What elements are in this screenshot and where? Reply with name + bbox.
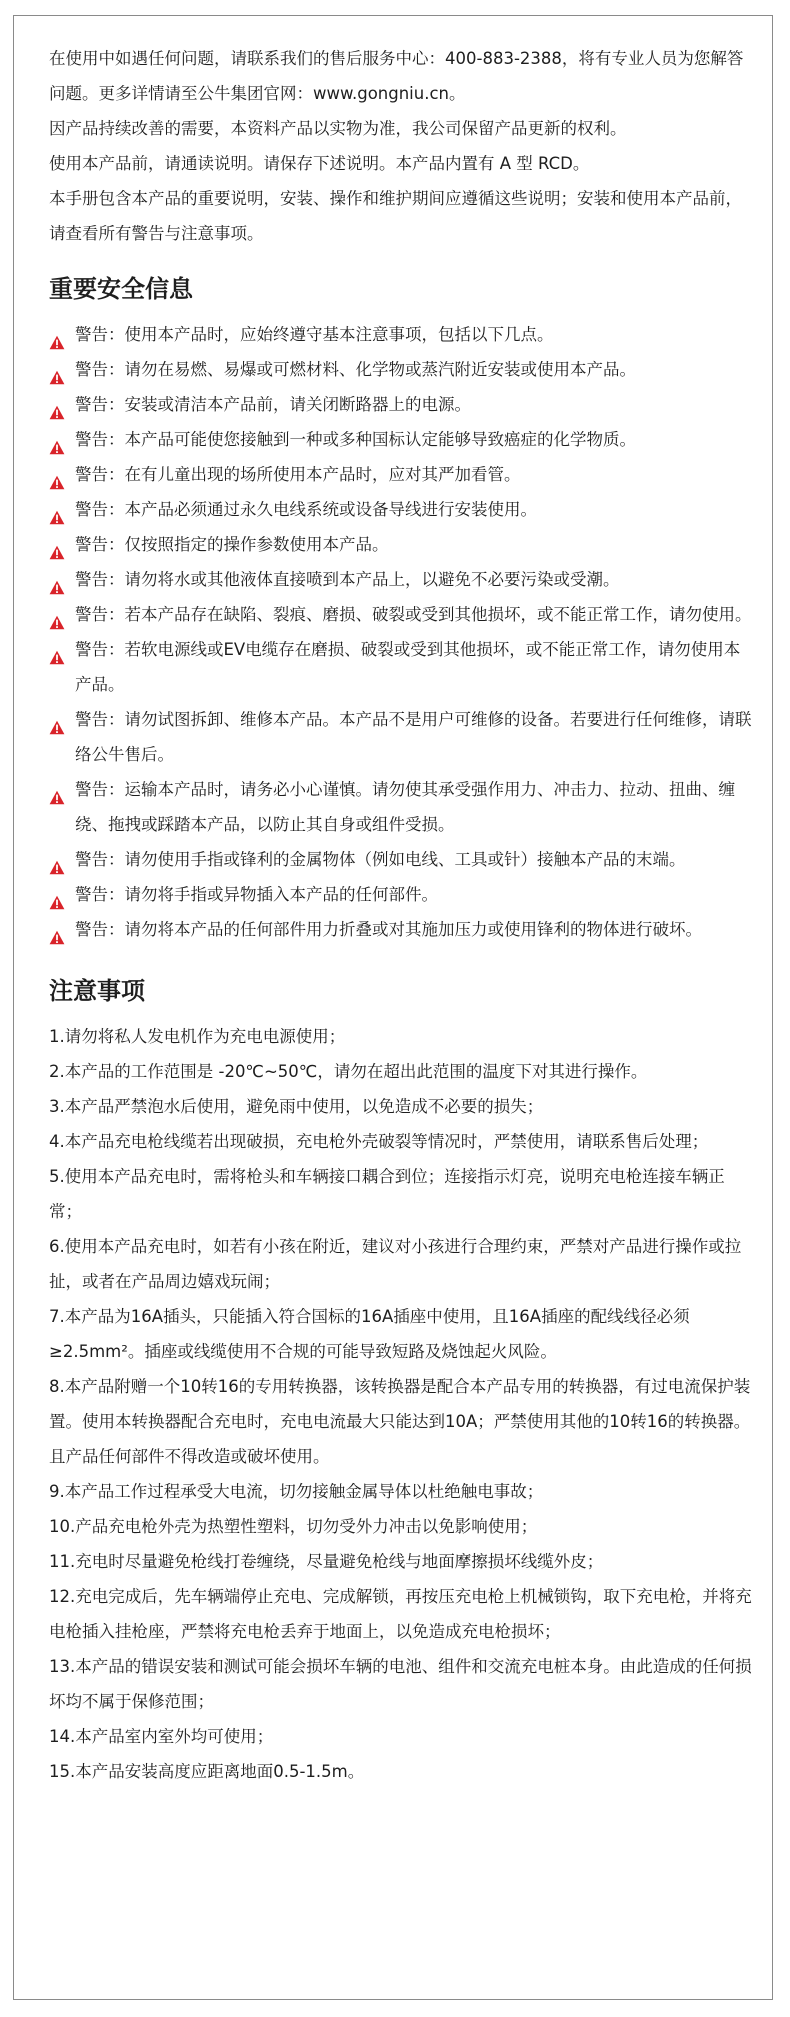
safety-warning-item (49, 597, 754, 632)
safety-warning-text: 警告：本产品可能使您接触到一种或多种国标认定能够导致癌症的化学物质。 (75, 430, 636, 449)
manual-content (49, 41, 754, 1789)
warning-triangle-icon (49, 887, 65, 902)
safety-warning-item (49, 422, 754, 457)
warning-triangle-icon (49, 502, 65, 517)
warning-triangle-icon (49, 712, 65, 727)
note-item: 6.使用本产品充电时，如若有小孩在附近，建议对小孩进行合理约束，严禁对产品进行操作或拉扯，或者在产品周边嬉戏玩闹； (49, 1237, 742, 1291)
note-item: 3.本产品严禁泡水后使用，避免雨中使用，以免造成不必要的损失； (49, 1097, 544, 1116)
intro-section (49, 41, 754, 251)
safety-warning-item (49, 772, 754, 842)
safety-warning-item (49, 317, 754, 352)
note-item: 12.充电完成后，先车辆端停止充电、完成解锁，再按压充电枪上机械锁钩，取下充电枪，并将充电枪插入挂枪座，严禁将充电枪丢弃于地面上，以免造成充电枪损坏； (49, 1587, 752, 1641)
warning-triangle-icon (49, 852, 65, 867)
safety-warning-text: 警告：若本产品存在缺陷、裂痕、磨损、破裂或受到其他损坏，或不能正常工作，请勿使用。 (75, 605, 752, 624)
warning-triangle-icon (49, 607, 65, 622)
warning-triangle-icon (49, 432, 65, 447)
safety-warning-item (49, 527, 754, 562)
safety-warning-item (49, 562, 754, 597)
safety-warning-text: 警告：请勿将水或其他液体直接喷到本产品上，以避免不必要污染或受潮。 (75, 570, 620, 589)
safety-warning-text: 警告：运输本产品时，请务必小心谨慎。请勿使其承受强作用力、冲击力、拉动、扭曲、缠绕、拖拽或踩踏本产品，以防止其自身或组件受损。 (75, 780, 735, 834)
note-item: 10.产品充电枪外壳为热塑性塑料，切勿受外力冲击以免影响使用； (49, 1517, 538, 1536)
safety-warning-text: 警告：使用本产品时，应始终遵守基本注意事项，包括以下几点。 (75, 325, 554, 344)
intro-manual-paragraph: 本手册包含本产品的重要说明，安装、操作和维护期间应遵循这些说明；安装和使用本产品前，请查看所有警告与注意事项。 (49, 189, 742, 243)
notes-list (49, 1019, 754, 1789)
notes-section-title: 注意事项 (49, 977, 145, 1005)
safety-section-title: 重要安全信息 (49, 275, 193, 303)
warning-triangle-icon (49, 642, 65, 657)
safety-warning-item (49, 492, 754, 527)
warning-triangle-icon (49, 467, 65, 482)
safety-warning-text: 警告：若软电源线或EV电缆存在磨损、破裂或受到其他损坏，或不能正常工作，请勿使用本产品。 (75, 640, 741, 694)
safety-warning-text: 警告：请勿将手指或异物插入本产品的任何部件。 (75, 885, 438, 904)
warning-triangle-icon (49, 922, 65, 937)
note-item: 5.使用本产品充电时，需将枪头和车辆接口耦合到位；连接指示灯亮，说明充电枪连接车辆正常； (49, 1167, 725, 1221)
intro-read-paragraph: 使用本产品前，请通读说明。请保存下述说明。本产品内置有 A 型 RCD。 (49, 154, 590, 173)
safety-warning-item (49, 877, 754, 912)
note-item: 14.本产品室内室外均可使用； (49, 1727, 274, 1746)
intro-update-paragraph: 因产品持续改善的需要，本资料产品以实物为准，我公司保留产品更新的权利。 (49, 119, 627, 138)
intro-contact-paragraph: 在使用中如遇任何问题，请联系我们的售后服务中心：400-883-2388，将有专业人员为您解答问题。更多详情请至公牛集团官网：www.gongniu.cn。 (49, 49, 744, 103)
safety-warning-item (49, 387, 754, 422)
safety-warning-item (49, 842, 754, 877)
note-item: 11.充电时尽量避免枪线打卷缠绕，尽量避免枪线与地面摩擦损坏线缆外皮； (49, 1552, 604, 1571)
safety-warning-text: 警告：本产品必须通过永久电线系统或设备导线进行安装使用。 (75, 500, 537, 519)
note-item: 2.本产品的工作范围是 -20℃~50℃，请勿在超出此范围的温度下对其进行操作。 (49, 1062, 648, 1081)
note-item: 9.本产品工作过程承受大电流，切勿接触金属导体以杜绝触电事故； (49, 1482, 544, 1501)
safety-warning-text: 警告：请勿在易燃、易爆或可燃材料、化学物或蒸汽附近安装或使用本产品。 (75, 360, 636, 379)
warning-triangle-icon (49, 572, 65, 587)
safety-warning-list (49, 317, 754, 947)
note-item: 7.本产品为16A插头，只能插入符合国标的16A插座中使用，且16A插座的配线线径必须≥2.5mm²。插座或线缆使用不合规的可能导致短路及烧蚀起火风险。 (49, 1307, 690, 1361)
warning-triangle-icon (49, 362, 65, 377)
note-item: 1.请勿将私人发电机作为充电电源使用； (49, 1027, 346, 1046)
safety-warning-text: 警告：请勿将本产品的任何部件用力折叠或对其施加压力或使用锋利的物体进行破坏。 (75, 920, 702, 939)
warning-triangle-icon (49, 397, 65, 412)
note-item: 8.本产品附赠一个10转16的专用转换器，该转换器是配合本产品专用的转换器，有过电流保护装置。使用本转换器配合充电时，充电电流最大只能达到10A；严禁使用其他的10转16的转换器。且产品任何部件不得改造或破坏使用。 (49, 1377, 751, 1466)
manual-page (13, 15, 773, 2000)
warning-triangle-icon (49, 327, 65, 342)
safety-warning-item (49, 632, 754, 702)
warning-triangle-icon (49, 537, 65, 552)
safety-warning-item (49, 702, 754, 772)
note-item: 13.本产品的错误安装和测试可能会损坏车辆的电池、组件和交流充电桩本身。由此造成的任何损坏均不属于保修范围； (49, 1657, 752, 1711)
note-item: 4.本产品充电枪线缆若出现破损，充电枪外壳破裂等情况时，严禁使用，请联系售后处理； (49, 1132, 709, 1151)
safety-warning-item (49, 912, 754, 947)
safety-warning-text: 警告：请勿使用手指或锋利的金属物体（例如电线、工具或针）接触本产品的末端。 (75, 850, 686, 869)
warning-triangle-icon (49, 782, 65, 797)
safety-warning-item (49, 352, 754, 387)
note-item: 15.本产品安装高度应距离地面0.5-1.5m。 (49, 1762, 365, 1781)
safety-warning-text: 警告：在有儿童出现的场所使用本产品时，应对其严加看管。 (75, 465, 521, 484)
safety-warning-text: 警告：安装或清洁本产品前，请关闭断路器上的电源。 (75, 395, 471, 414)
safety-warning-text: 警告：仅按照指定的操作参数使用本产品。 (75, 535, 389, 554)
safety-warning-text: 警告：请勿试图拆卸、维修本产品。本产品不是用户可维修的设备。若要进行任何维修，请联络公牛售后。 (75, 710, 752, 764)
safety-warning-item (49, 457, 754, 492)
